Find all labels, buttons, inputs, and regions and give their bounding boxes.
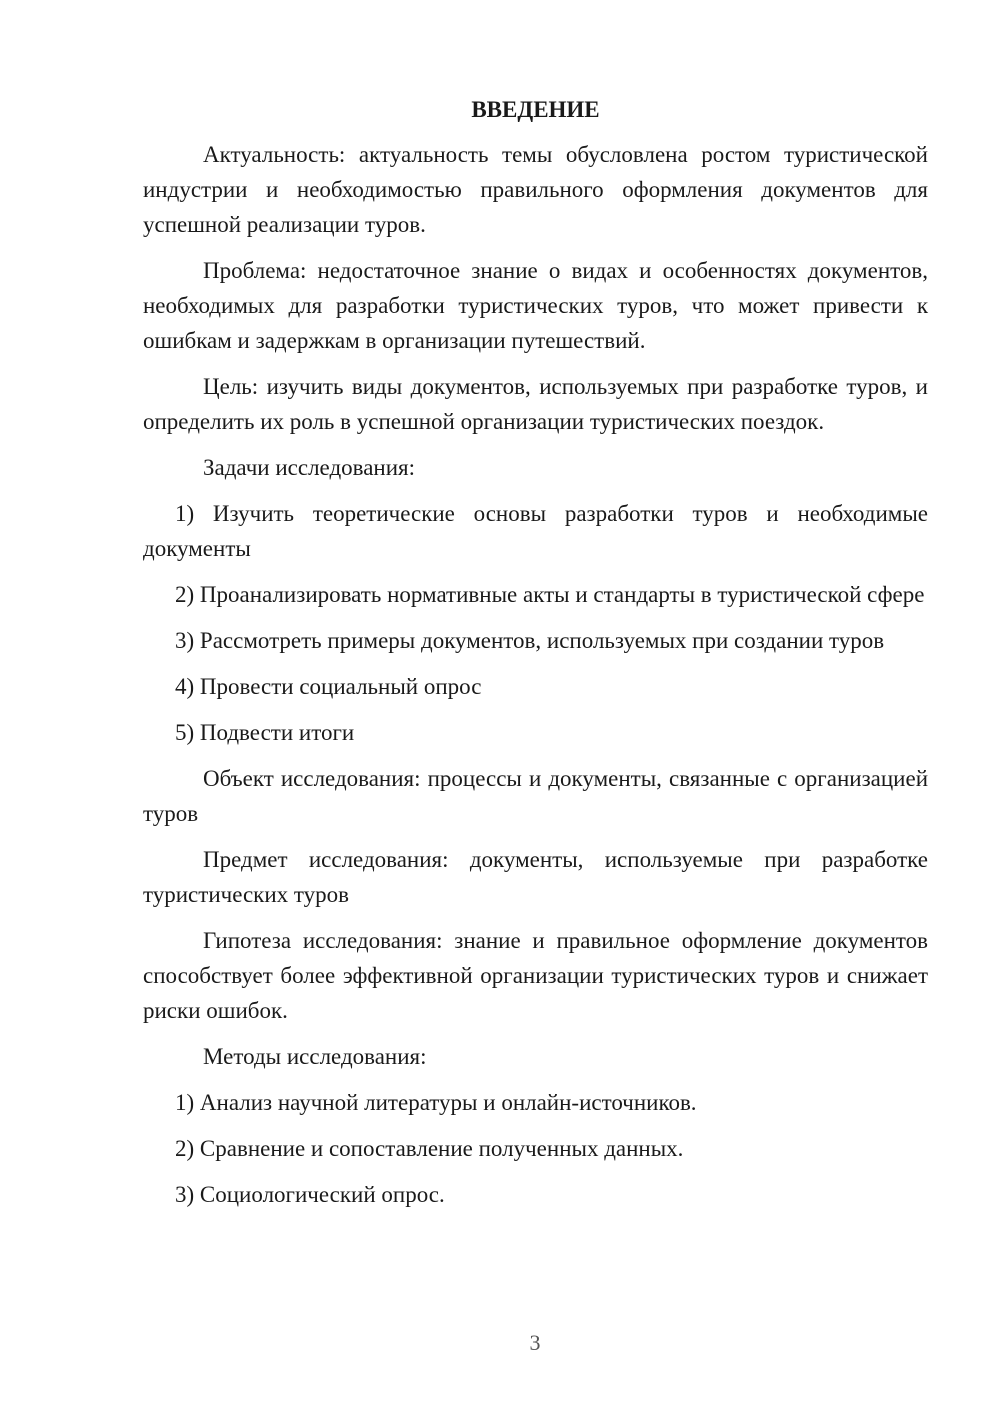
- methods-heading: Методы исследования:: [203, 1044, 427, 1069]
- list-item: 2) Проанализировать нормативные акты и стандарты в туристической сфере: [175, 582, 925, 607]
- list-item: 1) Изучить теоретические основы разработки туров и необходимые документы: [143, 501, 928, 561]
- list-item: 5) Подвести итоги: [175, 720, 355, 745]
- tasks-list: [143, 496, 928, 750]
- paragraph-hypothesis: Гипотеза исследования: знание и правильное оформление документов способствует более эффективной организации туристических туров и снижает риски ошибок.: [143, 928, 928, 1023]
- page-number: 3: [529, 1330, 541, 1355]
- list-item: 3) Социологический опрос.: [175, 1182, 445, 1207]
- paragraph-subject: Предмет исследования: документы, используемые при разработке туристических туров: [143, 847, 928, 907]
- paragraph-relevance: Актуальность: актуальность темы обусловлена ростом туристической индустрии и необходимостью правильного оформления документов для успешной реализации туров.: [143, 142, 928, 237]
- paragraph-object: Объект исследования: процессы и документы, связанные с организацией туров: [143, 766, 928, 826]
- list-item: 4) Провести социальный опрос: [175, 674, 482, 699]
- list-item: 1) Анализ научной литературы и онлайн-источников.: [175, 1090, 697, 1115]
- page-content: [143, 92, 928, 1223]
- page-title: ВВЕДЕНИЕ: [471, 97, 600, 122]
- tasks-heading: Задачи исследования:: [203, 455, 416, 480]
- paragraph-goal: Цель: изучить виды документов, используемых при разработке туров, и определить их роль в успешной организации туристических поездок.: [143, 374, 928, 434]
- list-item: 2) Сравнение и сопоставление полученных данных.: [175, 1136, 684, 1161]
- methods-list: [143, 1085, 928, 1212]
- paragraph-problem: Проблема: недостаточное знание о видах и особенностях документов, необходимых для разработки туристических туров, что может привести к ошибкам и задержкам в организации путешествий.: [143, 258, 928, 353]
- list-item: 3) Рассмотреть примеры документов, используемых при создании туров: [175, 628, 885, 653]
